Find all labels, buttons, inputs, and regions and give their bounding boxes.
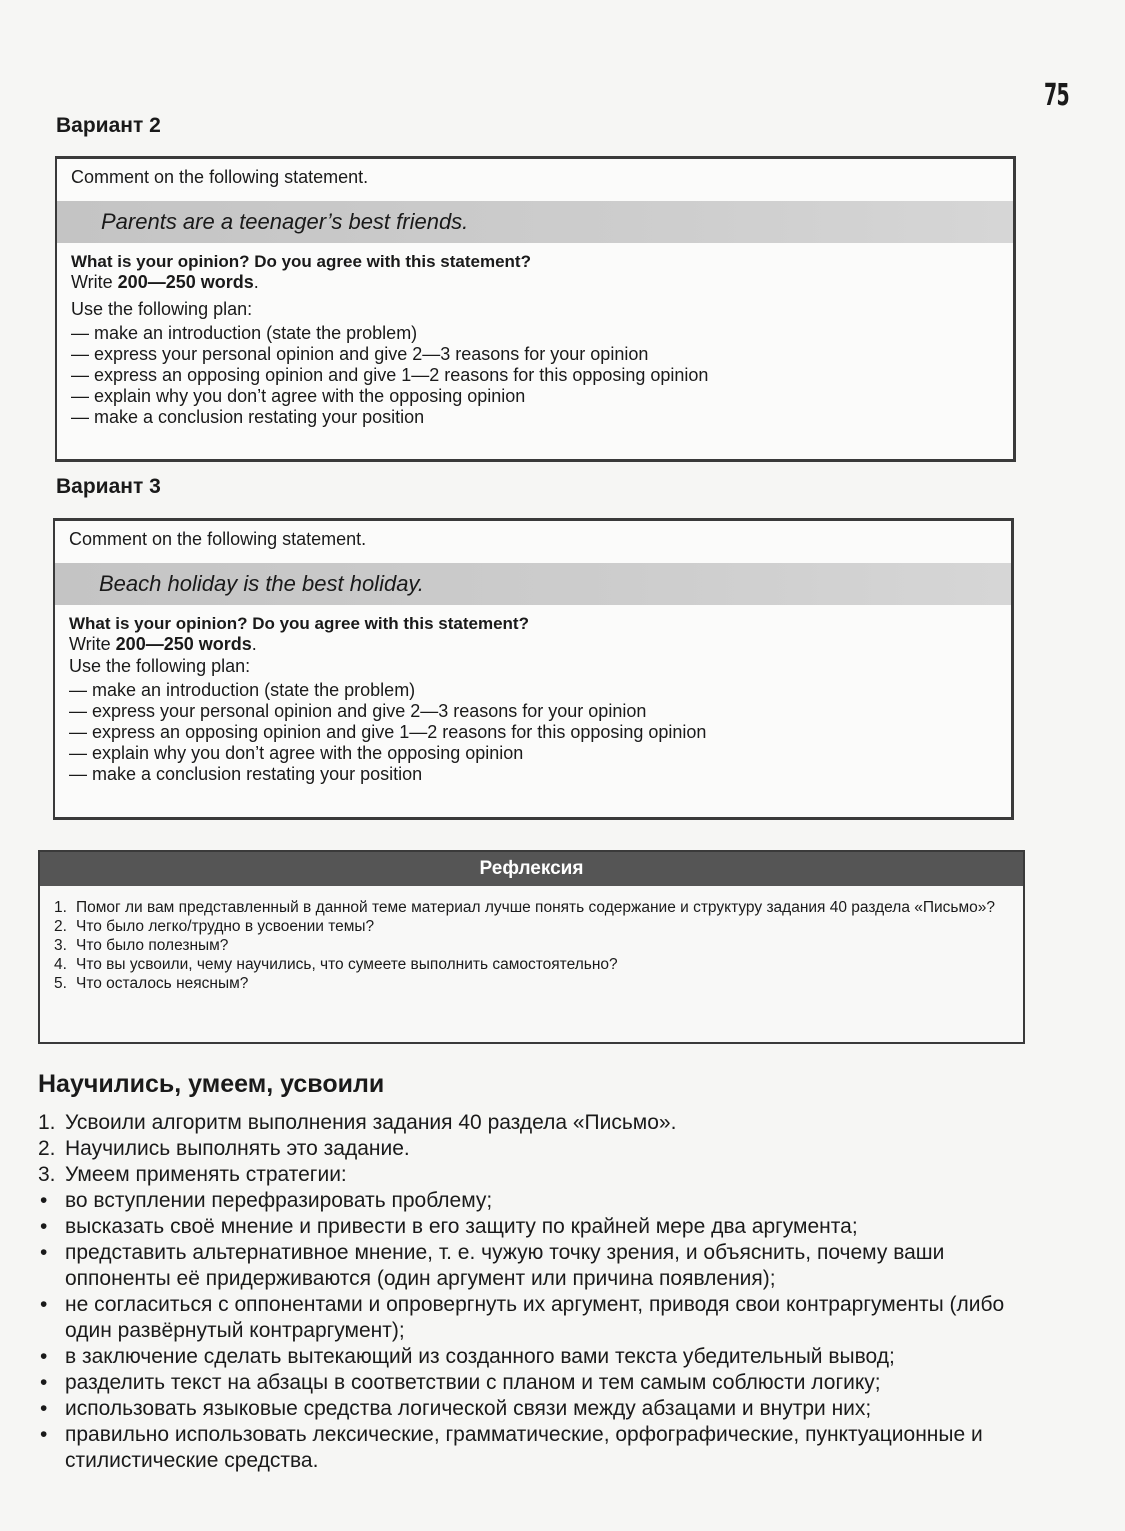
plan-item: — express an opposing opinion and give 1—2 reasons for this opposing opinion [69, 722, 997, 743]
page-number: 75 [1044, 78, 1069, 113]
bullet-item [38, 1422, 1028, 1474]
bullet-item [38, 1188, 1028, 1214]
plan-title: Use the following plan: [71, 299, 253, 319]
learned-section-title: Научились, умеем, усвоили [38, 1070, 385, 1098]
bullet-icon: • [40, 1371, 48, 1394]
item-text: Что вы усвоили, чему научились, что сумеете выполнить самостоятельно? [76, 956, 618, 973]
plan-item: — make an introduction (state the problem) [71, 323, 999, 344]
bullet-icon: • [40, 1241, 48, 1264]
write-prefix: Write [71, 272, 118, 292]
bullet-item [38, 1292, 1028, 1344]
item-text: Усвоили алгоритм выполнения задания 40 раздела «Письмо». [65, 1111, 677, 1134]
reflection-list [40, 898, 1023, 993]
item-number: 2. [38, 1137, 56, 1160]
numbered-item [38, 1110, 1028, 1136]
variant-3-task-box [53, 518, 1014, 820]
plan-item: — express your personal opinion and give 2—3 reasons for your opinion [71, 344, 999, 365]
reflection-item [54, 974, 999, 993]
bullet-item [38, 1240, 1028, 1292]
task-question: What is your opinion? Do you agree with this statement? [69, 614, 529, 633]
reflection-item [54, 936, 999, 955]
item-number: 1. [54, 899, 67, 916]
item-number: 3. [38, 1163, 56, 1186]
variant-2-task-box [55, 156, 1016, 462]
bullet-text: представить альтернативное мнение, т. е. чужую точку зрения, и объяснить, почему ваши оппоненты её придерживаются (один аргумент или причина появления); [65, 1241, 945, 1290]
variant-3-heading: Вариант 3 [56, 475, 161, 498]
numbered-item [38, 1136, 1028, 1162]
bullet-text: в заключение сделать вытекающий из созданного вами текста убедительный вывод; [65, 1345, 895, 1368]
task-intro: Comment on the following statement. [71, 167, 369, 187]
plan-title: Use the following plan: [69, 656, 251, 676]
item-text: Что было легко/трудно в усвоении темы? [76, 918, 375, 935]
statement-band [57, 201, 1013, 243]
task-intro: Comment on the following statement. [69, 529, 367, 549]
numbered-item [38, 1162, 1028, 1188]
reflection-item [54, 898, 999, 917]
item-text: Умеем применять стратегии: [65, 1163, 347, 1186]
bullet-icon: • [40, 1423, 48, 1446]
statement-text: Beach holiday is the best holiday. [99, 571, 424, 596]
bullet-item [38, 1370, 1028, 1396]
plan-item: — make a conclusion restating your position [69, 764, 997, 785]
task-word-count-line [69, 634, 997, 655]
variant-2-heading: Вариант 2 [56, 114, 161, 137]
write-suffix: . [251, 634, 257, 654]
plan-item: — express an opposing opinion and give 1—2 reasons for this opposing opinion [71, 365, 999, 386]
bullet-item [38, 1214, 1028, 1240]
item-number: 4. [54, 956, 67, 973]
reflection-item [54, 955, 999, 974]
task-question: What is your opinion? Do you agree with this statement? [71, 252, 531, 271]
plan-list [69, 680, 997, 785]
item-number: 2. [54, 918, 67, 935]
task-body [55, 605, 1011, 785]
bullet-text: разделить текст на абзацы в соответствии с планом и тем самым соблюсти логику; [65, 1371, 881, 1394]
task-body [57, 243, 1013, 428]
item-number: 1. [38, 1111, 56, 1134]
plan-item: — explain why you don’t agree with the opposing opinion [69, 743, 997, 764]
bullet-text: правильно использовать лексические, грамматические, орфографические, пунктуационные и стилистические средства. [65, 1423, 983, 1472]
learned-section [38, 1110, 1028, 1474]
item-text: Помог ли вам представленный в данной теме материал лучше понять содержание и структуру задания 40 раздела «Письмо»? [76, 899, 996, 916]
bullet-icon: • [40, 1397, 48, 1420]
bullet-item [38, 1396, 1028, 1422]
item-number: 3. [54, 937, 67, 954]
write-prefix: Write [69, 634, 116, 654]
write-suffix: . [253, 272, 259, 292]
word-count: 200—250 words [115, 634, 252, 654]
plan-item: — make a conclusion restating your position [71, 407, 999, 428]
bullet-icon: • [40, 1293, 48, 1316]
bullet-text: высказать своё мнение и привести в его защиту по крайней мере два аргумента; [65, 1215, 858, 1238]
bullet-icon: • [40, 1345, 48, 1368]
statement-band [55, 563, 1011, 605]
statement-text: Parents are a teenager’s best friends. [101, 209, 469, 234]
plan-item: — explain why you don’t agree with the opposing opinion [71, 386, 999, 407]
reflection-title: Рефлексия [40, 852, 1023, 886]
bullet-item [38, 1344, 1028, 1370]
task-word-count-line [71, 272, 999, 293]
bullet-text: во вступлении перефразировать проблему; [65, 1189, 493, 1212]
plan-list [71, 323, 999, 428]
bullet-icon: • [40, 1189, 48, 1212]
item-number: 5. [54, 975, 67, 992]
bullet-text: не согласиться с оппонентами и опровергнуть их аргумент, приводя свои контраргументы (либо один развёрнутый контраргумент); [65, 1293, 1005, 1342]
bullet-icon: • [40, 1215, 48, 1238]
reflection-item [54, 917, 999, 936]
item-text: Что было полезным? [76, 937, 229, 954]
item-text: Что осталось неясным? [76, 975, 249, 992]
bullet-text: использовать языковые средства логической связи между абзацами и внутри них; [65, 1397, 872, 1420]
item-text: Научились выполнять это задание. [65, 1137, 410, 1160]
plan-item: — make an introduction (state the problem) [69, 680, 997, 701]
reflection-box [38, 850, 1025, 1044]
word-count: 200—250 words [117, 272, 254, 292]
plan-item: — express your personal opinion and give 2—3 reasons for your opinion [69, 701, 997, 722]
